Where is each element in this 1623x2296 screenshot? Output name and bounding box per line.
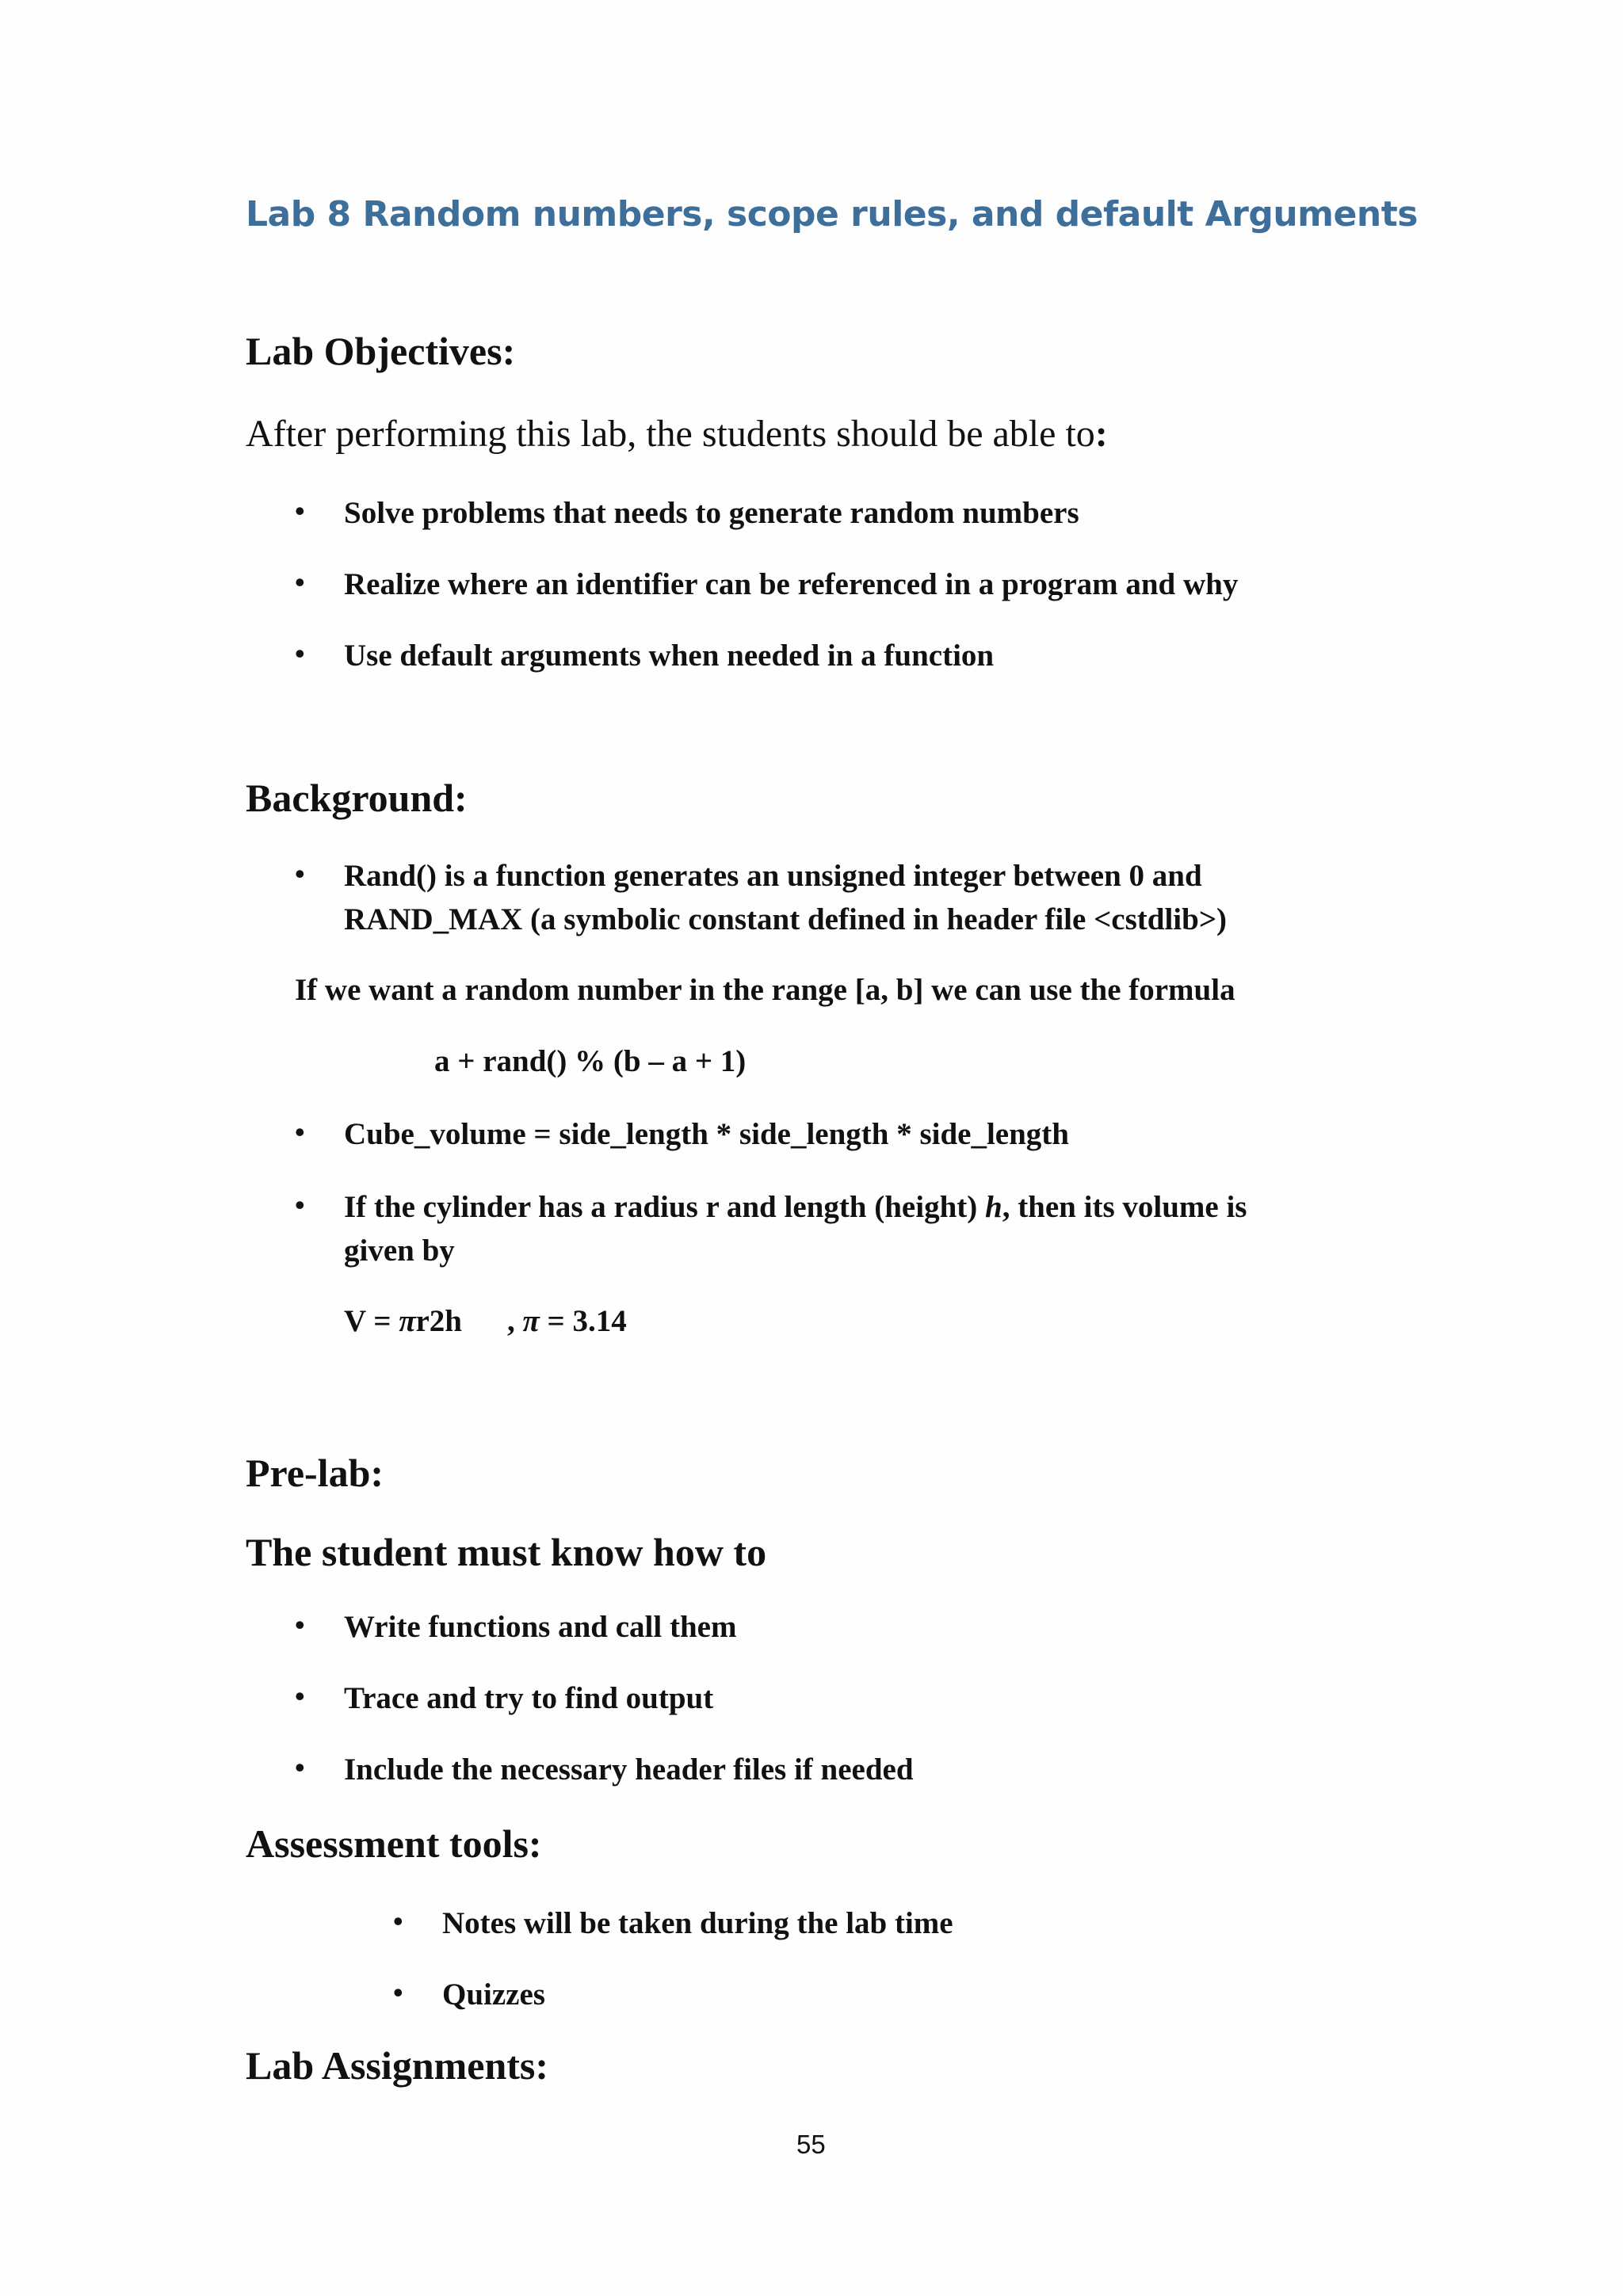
- rand-description-line1: Rand() is a function generates an unsigned integer between 0 and: [344, 859, 1202, 893]
- assessment-heading: Assessment tools:: [246, 1821, 542, 1866]
- bullet-icon: •: [295, 1680, 305, 1712]
- cylinder-text-line2: given by: [344, 1234, 455, 1268]
- bullet-icon: •: [295, 566, 305, 598]
- bullet-icon: •: [295, 858, 305, 890]
- pi-value: , π = 3.14: [507, 1304, 627, 1338]
- prelab-heading: Pre-lab:: [246, 1451, 384, 1495]
- objective-item: Solve problems that needs to generate random numbers: [344, 496, 1079, 530]
- bullet-icon: •: [295, 1116, 305, 1148]
- objective-item: Use default arguments when needed in a function: [344, 639, 995, 673]
- pi-symbol: π: [522, 1304, 540, 1338]
- objectives-heading: Lab Objectives:: [246, 329, 516, 373]
- cylinder-text-line1: If the cylinder has a radius r and length (height) h, then its volume is: [344, 1190, 1247, 1224]
- assessment-item: Notes will be taken during the lab time: [442, 1906, 953, 1940]
- range-text: If we want a random number in the range [a, b] we can use the formula: [295, 973, 1235, 1007]
- cylinder-volume-formula: V = πr2h: [344, 1304, 462, 1338]
- assessment-item: Quizzes: [442, 1978, 545, 2012]
- objectives-intro: [246, 412, 1108, 456]
- pi-symbol: π: [399, 1304, 416, 1338]
- assignments-heading: Lab Assignments:: [246, 2043, 549, 2088]
- range-formula: a + rand() % (b – a + 1): [434, 1044, 747, 1078]
- bullet-icon: •: [295, 1609, 305, 1641]
- prelab-item: Include the necessary header files if needed: [344, 1753, 914, 1787]
- objective-item: Realize where an identifier can be referenced in a program and why: [344, 567, 1239, 601]
- height-variable: h: [984, 1190, 1002, 1224]
- objectives-intro-text: After performing this lab, the students should be able to: [246, 413, 1095, 455]
- prelab-item: Trace and try to find output: [344, 1681, 714, 1715]
- prelab-item: Write functions and call them: [344, 1610, 737, 1644]
- bullet-icon: •: [295, 1752, 305, 1783]
- background-heading: Background:: [246, 776, 468, 820]
- bullet-icon: •: [295, 1189, 305, 1221]
- page-number: 55: [796, 2130, 826, 2159]
- cube-volume-formula: Cube_volume = side_length * side_length * side_length: [344, 1117, 1069, 1151]
- bullet-icon: •: [393, 1905, 403, 1937]
- bullet-icon: •: [393, 1977, 403, 2008]
- objectives-intro-colon: :: [1094, 413, 1108, 455]
- bullet-icon: •: [295, 495, 305, 527]
- bullet-icon: •: [295, 638, 305, 669]
- lab-title: Lab 8 Random numbers, scope rules, and default Arguments: [246, 194, 1418, 235]
- prelab-subheading: The student must know how to: [246, 1530, 767, 1574]
- rand-description-line2: RAND_MAX (a symbolic constant defined in header file <cstdlib>): [344, 902, 1228, 936]
